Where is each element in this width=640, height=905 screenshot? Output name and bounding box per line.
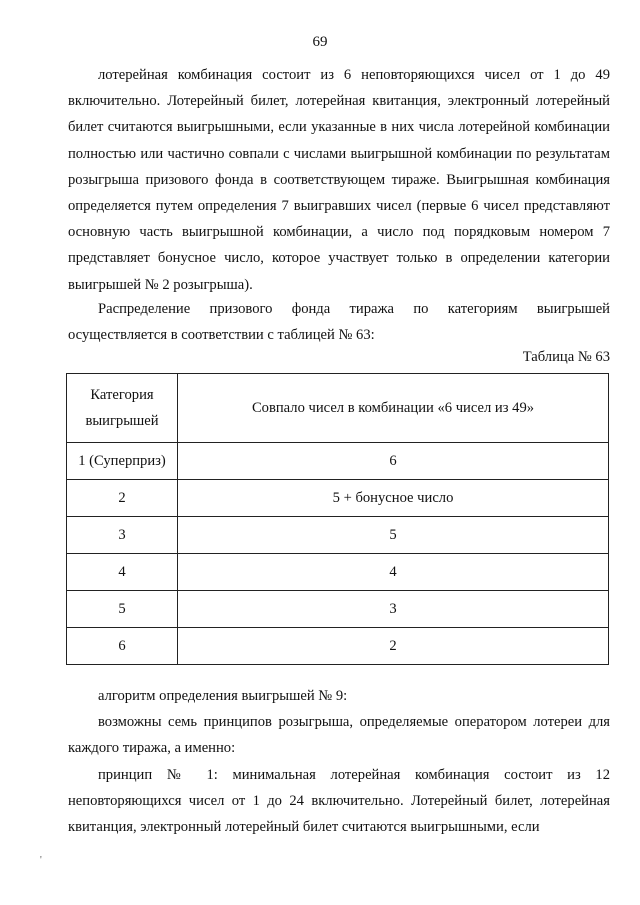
category-cell: 4 [67, 554, 178, 591]
prize-category-table [66, 373, 609, 665]
category-cell: 6 [67, 628, 178, 665]
header-matches-cell: Совпало чисел в комбинации «6 чисел из 49» [178, 374, 609, 443]
matches-cell: 5 + бонусное число [178, 480, 609, 517]
table-caption: Таблица № 63 [522, 349, 610, 365]
matches-cell: 3 [178, 591, 609, 628]
header-category-cell [67, 374, 178, 443]
table-row [67, 480, 609, 517]
paragraph-algorithm-heading: алгоритм определения выигрышей № 9: [98, 688, 348, 704]
header-category-line2: выигрышей [85, 413, 159, 429]
category-cell: 3 [67, 517, 178, 554]
category-cell: 5 [67, 591, 178, 628]
paragraph-distribution: Распределение призового фонда тиража по категориям выигрышей осуществляется в соответствии с таблицей № 63: [68, 301, 610, 344]
category-cell: 1 (Суперприз) [67, 443, 178, 480]
intro-text [68, 62, 610, 298]
table-row [67, 591, 609, 628]
paragraph-principle-1: принцип № 1: минимальная лотерейная комбинация состоит из 12 неповторяющихся чисел от 1 до 24 включительно. Лотерейный билет, лотерейная квитанция, электронный лотерейный билет считаются выигрышными, если [68, 766, 610, 836]
matches-cell: 2 [178, 628, 609, 665]
matches-cell: 4 [178, 554, 609, 591]
paragraph-principles: возможны семь принципов розыгрыша, определяемые оператором лотереи для каждого тиража, а именно: [68, 714, 610, 757]
table-header-row [67, 374, 609, 443]
table-row [67, 554, 609, 591]
distribution-text [68, 296, 610, 348]
header-category-line1: Категория [90, 387, 154, 403]
table-row [67, 517, 609, 554]
page-number: 69 [312, 34, 328, 50]
matches-cell: 5 [178, 517, 609, 554]
paragraph-lottery-combination: лотерейная комбинация состоит из 6 неповторяющихся чисел от 1 до 49 включительно. Лотерейный билет, лотерейная квитанция, электронный лотерейный билет считаются выигрышными, если указанные в них числа лотерейной комбинации полностью или частично совпали с числами выигрышной комбинации по результатам розыгрыша призового фонда в соответствующем тираже. Выигрышная комбинация определяется путем определения 7 выигравших чисел (первые 6 чисел представляют основную часть выигрышной комбинации, а число под порядковым номером 7 представляет бонусное число, которое участвует только в определении категории выигрышей № 2 розыгрыша). [68, 67, 610, 293]
table-row [67, 628, 609, 665]
category-cell: 2 [67, 480, 178, 517]
matches-cell: 6 [178, 443, 609, 480]
table-row [67, 443, 609, 480]
margin-mark: ' [40, 855, 42, 866]
algorithm-text [68, 683, 610, 840]
